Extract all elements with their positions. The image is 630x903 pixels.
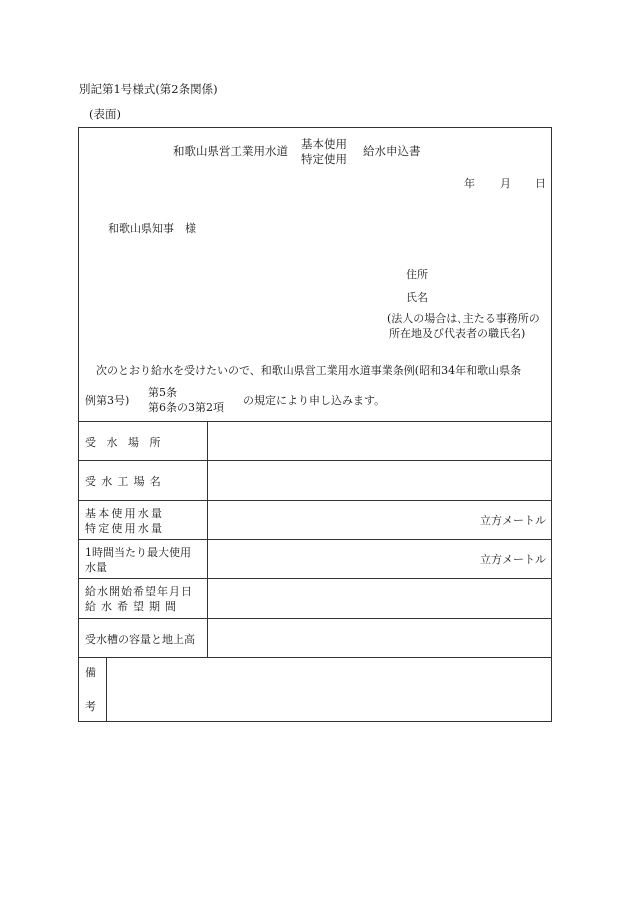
article-option-5: 第5条 [148,386,177,399]
front-side-label: (表面) [89,107,121,121]
basic-usage-volume-label: 基本使用水量 [85,507,165,520]
receiving-plant-name-label: 受水工場名 [85,475,166,488]
date-month: 月 [500,177,511,190]
max-hourly-usage-label-line1: 1時間当たり最大使用 [85,546,191,559]
article-option-6-3-2: 第6条の3第2項 [148,401,224,414]
form-title-prefix: 和歌山県営工業用水道 [173,144,288,158]
addressee: 和歌山県知事 様 [108,222,196,235]
application-form [78,127,552,722]
tank-capacity-height-label: 受水槽の容量と地上高 [85,633,195,646]
corporate-note-line2: 所在地及び代表者の職氏名) [389,327,526,340]
supply-start-date-label: 給水開始希望年月日 [85,585,193,598]
request-statement-line1: 次のとおり給水を受けたいので、和歌山県営工業用水道事業条例(昭和34年和歌山県条 [96,364,522,377]
max-hourly-usage-label-line2: 水量 [85,561,107,574]
receiving-location-label: 受水場所 [85,436,171,449]
supply-period-label: 給水希望期間 [85,600,181,613]
form-title-option-basic: 基本使用 [301,137,347,151]
remarks-label-char2: 考 [85,700,96,713]
form-title-suffix: 給水申込書 [363,144,421,158]
max-hourly-usage-unit: 立方メートル [480,553,546,566]
form-number: 別記第1号様式(第2条関係) [79,82,218,96]
applicant-name-label: 氏名 [406,291,428,304]
specific-usage-volume-label: 特定使用水量 [85,522,165,535]
date-year: 年 [464,177,475,190]
date-day: 日 [535,177,546,190]
request-statement-line2-end: の規定により申し込みます。 [243,394,386,407]
form-title-option-specific: 特定使用 [301,152,347,166]
remarks-label-char1: 備 [85,666,96,679]
applicant-address-label: 住所 [406,268,428,281]
basic-usage-volume-unit: 立方メートル [480,514,546,527]
corporate-note-line1: (法人の場合は､主たる事務所の [387,312,540,325]
request-statement-line2-start: 例第3号) [85,394,130,407]
